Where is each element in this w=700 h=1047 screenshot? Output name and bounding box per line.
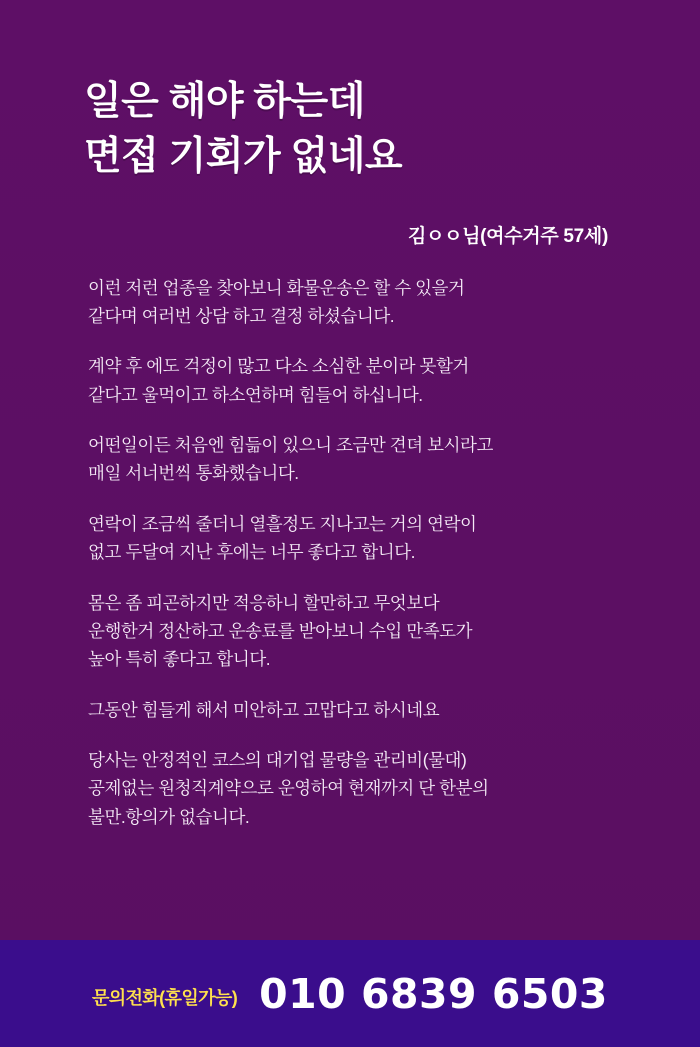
paragraph-1 xyxy=(88,274,630,331)
paragraph-line: 높아 특히 좋다고 합니다. xyxy=(88,649,271,670)
headline xyxy=(0,0,700,185)
paragraph-3 xyxy=(88,431,630,488)
paragraph-line: 그동안 힘들게 해서 미안하고 고맙다고 하시네요 xyxy=(88,699,440,720)
paragraph-6 xyxy=(88,696,630,724)
contact-label: 문의전화(휴일가능) xyxy=(92,987,238,1008)
testimonial-body xyxy=(0,274,700,831)
headline-line-1: 일은 해야 하는데 xyxy=(84,80,365,123)
paragraph-2 xyxy=(88,352,630,409)
paragraph-5 xyxy=(88,589,630,674)
paragraph-line: 매일 서너번씩 통화했습니다. xyxy=(88,463,299,484)
paragraph-line: 당사는 안정적인 코스의 대기업 물량을 관리비(물대) xyxy=(88,749,467,770)
headline-line-2: 면접 기회가 없네요 xyxy=(84,135,403,179)
paragraph-line: 공제없는 원청직계약으로 운영하여 현재까지 단 한분의 xyxy=(88,778,489,799)
paragraph-line: 운행한거 정산하고 운송료를 받아보니 수입 만족도가 xyxy=(88,620,473,641)
paragraph-line: 이런 저런 업종을 찾아보니 화물운송은 할 수 있을거 xyxy=(88,277,465,298)
contact-phone-number[interactable]: 010 6839 6503 xyxy=(259,969,608,1018)
testimonial-attribution: 김ㅇㅇ님(여수거주 57세) xyxy=(407,225,608,247)
paragraph-4 xyxy=(88,510,630,567)
paragraph-line: 불만.항의가 없습니다. xyxy=(88,806,250,827)
paragraph-7 xyxy=(88,746,630,831)
paragraph-line: 같다고 울먹이고 하소연하며 힘들어 하십니다. xyxy=(88,384,423,405)
paragraph-line: 몸은 좀 피곤하지만 적응하니 할만하고 무엇보다 xyxy=(88,592,440,613)
paragraph-line: 어떤일이든 처음엔 힘듦이 있으니 조금만 견뎌 보시라고 xyxy=(88,435,493,456)
paragraph-line: 계약 후 에도 걱정이 많고 다소 소심한 분이라 못할거 xyxy=(88,356,469,377)
paragraph-line: 없고 두달여 지난 후에는 너무 좋다고 합니다. xyxy=(88,542,416,563)
paragraph-line: 연락이 조금씩 줄더니 열흘정도 지나고는 거의 연락이 xyxy=(88,513,477,534)
paragraph-line: 같다며 여러번 상담 하고 결정 하셨습니다. xyxy=(88,306,395,327)
contact-footer xyxy=(0,940,700,1047)
